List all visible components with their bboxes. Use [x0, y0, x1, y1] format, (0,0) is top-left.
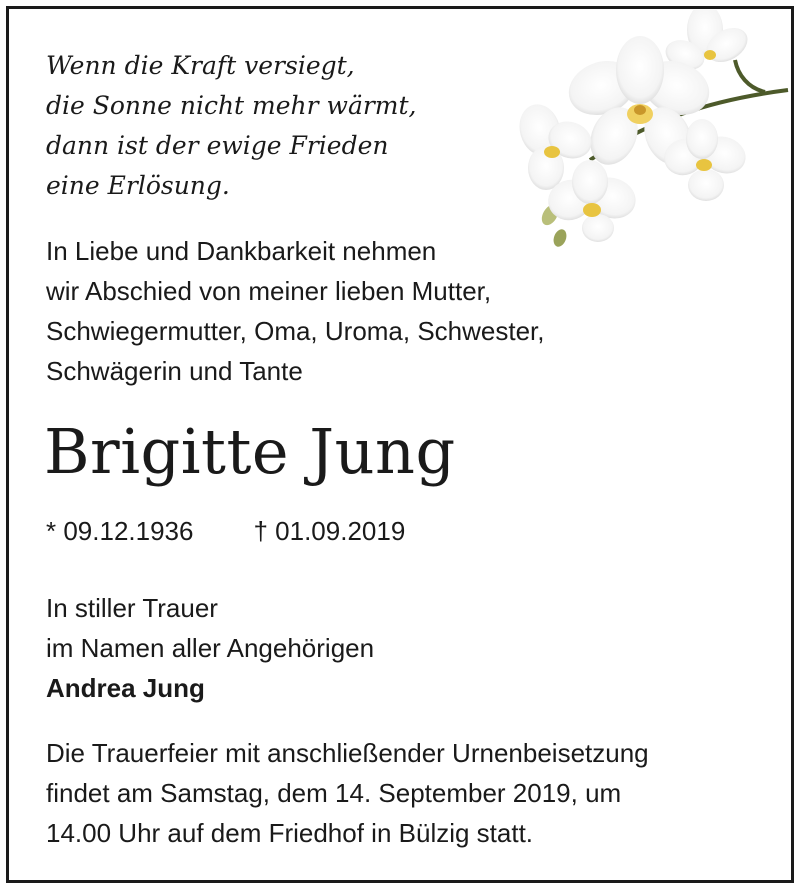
service-line: findet am Samstag, dem 14. September 2019, um [46, 778, 622, 808]
signer-name: Andrea Jung [46, 673, 205, 703]
intro-line: Schwiegermutter, Oma, Uroma, Schwester, [46, 316, 545, 346]
intro-text [46, 231, 545, 391]
mourning-block [46, 588, 374, 708]
poem-line: dann ist der ewige Frieden [46, 131, 389, 160]
deceased-name: Brigitte Jung [44, 415, 456, 488]
poem-verse [46, 46, 417, 206]
poem-line: eine Erlösung. [46, 171, 230, 200]
poem-line: Wenn die Kraft versiegt, [46, 51, 355, 80]
death-date: † 01.09.2019 [253, 516, 406, 546]
poem-line: die Sonne nicht mehr wärmt, [46, 91, 417, 120]
life-dates [46, 513, 405, 549]
orchid-icon [510, 10, 790, 260]
service-line: 14.00 Uhr auf dem Friedhof in Bülzig statt. [46, 818, 534, 848]
intro-line: In Liebe und Dankbarkeit nehmen [46, 236, 437, 266]
mourning-line: im Namen aller Angehörigen [46, 633, 375, 663]
intro-line: Schwägerin und Tante [46, 356, 303, 386]
intro-line: wir Abschied von meiner lieben Mutter, [46, 276, 492, 306]
birth-date: * 09.12.1936 [46, 516, 194, 546]
mourning-line: In stiller Trauer [46, 593, 218, 623]
service-info [46, 733, 649, 853]
service-line: Die Trauerfeier mit anschließender Urnenbeisetzung [46, 738, 649, 768]
